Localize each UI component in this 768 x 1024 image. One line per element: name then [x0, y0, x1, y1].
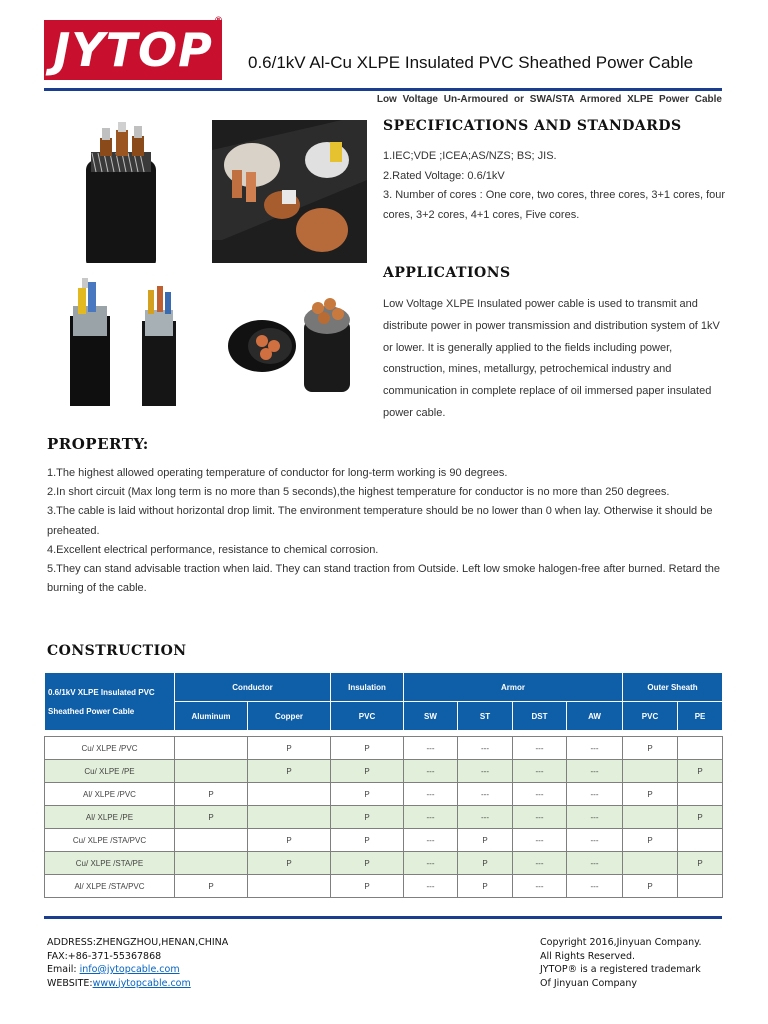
page-subtitle: Low Voltage Un-Armoured or SWA/STA Armored XLPE Power Cable: [376, 94, 722, 105]
construction-table: [44, 672, 723, 898]
header-armor: Armor: [404, 673, 623, 702]
table-cell: [678, 875, 723, 898]
specs-item: 1.IEC;VDE ;ICEA;AS/NZS; BS; JIS.: [383, 150, 557, 162]
table-cell: P: [175, 875, 248, 898]
property-item: 2.In short circuit (Max long term is no more than 5 seconds),the highest temperature for conductor is no more than 250 degrees.: [47, 486, 670, 499]
table-cell: P: [248, 737, 331, 760]
table-cell: [248, 806, 331, 829]
subheader-aw: AW: [567, 702, 623, 731]
table-cell: ---: [404, 852, 458, 875]
table-cell: P: [331, 875, 404, 898]
table-cell: ---: [513, 852, 567, 875]
table-cell: P: [331, 737, 404, 760]
table-cell: ---: [567, 829, 623, 852]
subheader-sheath-pvc: PVC: [623, 702, 678, 731]
table-cell: ---: [567, 737, 623, 760]
table-cell: P: [248, 829, 331, 852]
table-cell: [678, 783, 723, 806]
table-cell: P: [331, 806, 404, 829]
table-cell: ---: [513, 875, 567, 898]
table-row: [45, 760, 723, 783]
table-cell: ---: [458, 783, 513, 806]
specs-heading: SPECIFICATIONS AND STANDARDS: [383, 118, 682, 134]
table-cell: P: [678, 760, 723, 783]
footer-website-label: WEBSITE:: [47, 977, 93, 989]
table-cell: ---: [513, 783, 567, 806]
construction-table-body: [45, 731, 723, 898]
applications-heading: APPLICATIONS: [383, 265, 511, 281]
subheader-dst: DST: [513, 702, 567, 731]
applications-text: Low Voltage XLPE Insulated power cable is used to transmit and distribute power in power transmission and distribution system of 1kV or lower. It is generally applied to the fields including power, construction, mines, metallurgy, petrochemical industry and communication in complete replace of oil immersed paper insulated power cable.: [383, 298, 720, 419]
table-row: [45, 875, 723, 898]
table-cell-cable-type: Al/ XLPE /PVC: [45, 783, 175, 806]
table-cell: P: [623, 737, 678, 760]
table-row: [45, 852, 723, 875]
company-logo: [44, 16, 224, 80]
header-cable-type-line2: Sheathed Power Cable: [48, 706, 135, 716]
footer-email-label: Email:: [47, 964, 80, 975]
subheader-pe: PE: [678, 702, 723, 731]
cable-photo-multicore-pair: [44, 276, 199, 406]
property-item: 5.They can stand advisable traction when laid. They can stand traction from Outside. Left low smoke halogen-free after burned. Retard the burning of the cable.: [47, 563, 721, 595]
table-cell: ---: [567, 760, 623, 783]
footer-legal: [540, 936, 701, 990]
table-row: [45, 737, 723, 760]
footer-fax: FAX:+86-371-55367868: [47, 950, 162, 962]
specs-item: 2.Rated Voltage: 0.6/1kV: [383, 169, 505, 182]
table-cell-cable-type: Cu/ XLPE /STA/PVC: [45, 829, 175, 852]
table-cell: P: [678, 852, 723, 875]
table-cell: ---: [513, 806, 567, 829]
table-cell: P: [175, 783, 248, 806]
table-cell-cable-type: Cu/ XLPE /STA/PE: [45, 852, 175, 875]
page-title: 0.6/1kV Al-Cu XLPE Insulated PVC Sheathed Power Cable: [248, 53, 694, 72]
table-row: [45, 806, 723, 829]
table-cell-cable-type: Al/ XLPE /STA/PVC: [45, 875, 175, 898]
table-cell: ---: [567, 806, 623, 829]
construction-heading: CONSTRUCTION: [47, 643, 187, 659]
header-conductor: Conductor: [175, 673, 331, 702]
header-divider: [44, 88, 722, 91]
table-row: [45, 783, 723, 806]
table-cell: ---: [458, 806, 513, 829]
header-cable-type: [45, 673, 175, 731]
table-cell: P: [248, 852, 331, 875]
table-cell: P: [331, 852, 404, 875]
table-cell-cable-type: Al/ XLPE /PE: [45, 806, 175, 829]
table-cell: ---: [567, 875, 623, 898]
table-cell: P: [331, 829, 404, 852]
table-cell: [678, 829, 723, 852]
footer-rights: All Rights Reserved.: [540, 950, 636, 962]
table-cell: ---: [513, 760, 567, 783]
table-cell: ---: [404, 875, 458, 898]
property-heading: PROPERTY:: [47, 435, 149, 453]
footer-trademark-owner: Of Jinyuan Company: [540, 977, 638, 989]
table-cell: ---: [458, 760, 513, 783]
table-cell: [175, 829, 248, 852]
table-cell: ---: [513, 737, 567, 760]
table-cell: [623, 760, 678, 783]
table-cell: ---: [404, 760, 458, 783]
footer-address: ADDRESS:ZHENGZHOU,HENAN,CHINA: [47, 937, 229, 948]
footer-email-link[interactable]: info@jytopcable.com: [79, 964, 180, 975]
footer-trademark: JYTOP® is a registered trademark: [540, 964, 701, 975]
table-cell: [175, 760, 248, 783]
table-cell: [623, 806, 678, 829]
specs-list: [383, 147, 728, 225]
footer-website-link[interactable]: www.jytopcable.com: [92, 977, 191, 989]
table-cell: [678, 737, 723, 760]
table-cell: ---: [458, 737, 513, 760]
footer-website-line: [47, 977, 228, 991]
registered-mark: ®: [214, 16, 224, 26]
table-cell: ---: [404, 783, 458, 806]
header-outer-sheath: Outer Sheath: [623, 673, 723, 702]
property-list: [47, 464, 727, 598]
table-cell-cable-type: Cu/ XLPE /PVC: [45, 737, 175, 760]
footer-divider: [44, 916, 722, 919]
table-cell: P: [458, 852, 513, 875]
table-cell-cable-type: Cu/ XLPE /PE: [45, 760, 175, 783]
table-cell: P: [331, 783, 404, 806]
logo-text: JYTOP: [53, 23, 213, 77]
subheader-aluminum: Aluminum: [175, 702, 248, 731]
header-cable-type-line1: 0.6/1kV XLPE Insulated PVC: [48, 687, 155, 697]
cable-photo-coils: [212, 276, 367, 406]
property-item: 1.The highest allowed operating temperature of conductor for long-term working is 90 degrees.: [47, 467, 508, 479]
property-item: 3.The cable is laid without horizontal drop limit. The environment temperature should be no lower than 0 when lay. Otherwise it should be preheated.: [47, 505, 713, 537]
table-row: [45, 829, 723, 852]
table-cell: ---: [513, 829, 567, 852]
cable-photo-armoured-3core: [44, 120, 199, 263]
footer-email-line: [47, 963, 228, 977]
table-cell: P: [248, 760, 331, 783]
subheader-insulation-pvc: PVC: [331, 702, 404, 731]
table-cell: [175, 737, 248, 760]
table-cell: [175, 852, 248, 875]
footer-copyright: Copyright 2016,Jinyuan Company.: [540, 937, 702, 948]
table-cell: ---: [567, 783, 623, 806]
table-cell: ---: [404, 829, 458, 852]
table-cell: ---: [567, 852, 623, 875]
table-cell: P: [331, 760, 404, 783]
table-cell: ---: [404, 806, 458, 829]
footer-contact: [47, 936, 228, 990]
cable-photo-copper-cores: [212, 120, 367, 263]
subheader-sw: SW: [404, 702, 458, 731]
header-insulation: Insulation: [331, 673, 404, 702]
table-cell: [248, 875, 331, 898]
table-cell: P: [623, 875, 678, 898]
table-cell: P: [678, 806, 723, 829]
table-cell: P: [458, 829, 513, 852]
table-cell: P: [623, 829, 678, 852]
table-cell: [248, 783, 331, 806]
table-cell: P: [175, 806, 248, 829]
table-cell: P: [458, 875, 513, 898]
table-cell: ---: [404, 737, 458, 760]
subheader-copper: Copper: [248, 702, 331, 731]
subheader-st: ST: [458, 702, 513, 731]
table-cell: [623, 852, 678, 875]
property-item: 4.Excellent electrical performance, resistance to chemical corrosion.: [47, 543, 379, 556]
table-cell: P: [623, 783, 678, 806]
specs-item: 3. Number of cores : One core, two cores, three cores, 3+1 cores, four cores, 3+2 cores, 4+1 cores, Five cores.: [383, 189, 726, 221]
